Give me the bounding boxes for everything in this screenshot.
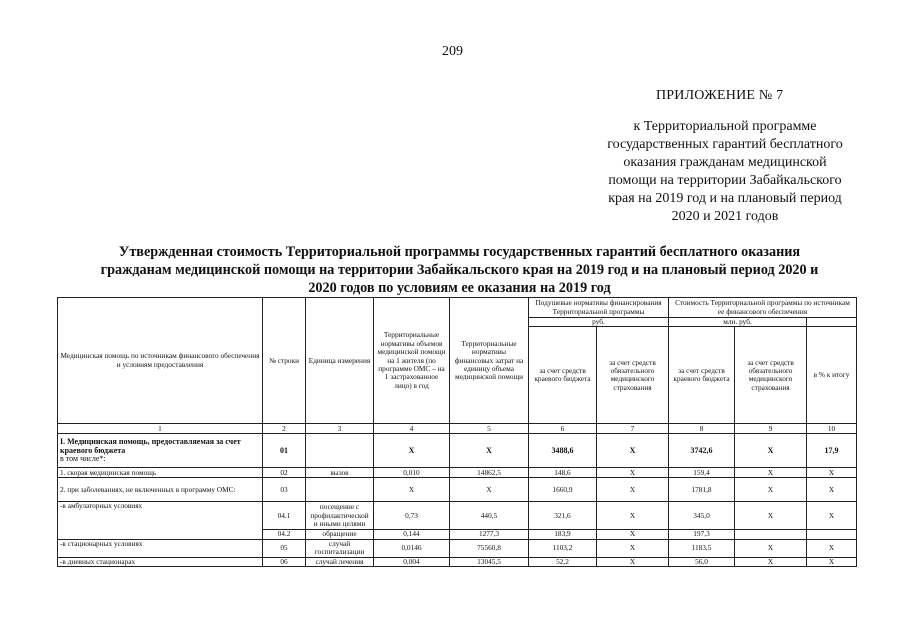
- row-budget-total: 345,0: [669, 502, 735, 530]
- row-oms-per-capita: X: [597, 530, 669, 539]
- row-budget-per-capita: 148,6: [529, 468, 597, 478]
- appendix-subtitle: [590, 118, 860, 226]
- row-budget-per-capita: 321,6: [529, 502, 597, 530]
- appendix-subtitle-line: оказания гражданам медицинской: [623, 155, 827, 170]
- row-budget-total: 159,4: [669, 468, 735, 478]
- header-volume-norms: Территориальные нормативы объемов медицинской помощи на 1 жителя (по программе ОМС – на 1 застрахованное лицо) в год: [374, 298, 450, 424]
- row-oms-per-capita: X: [597, 502, 669, 530]
- row-name: [58, 434, 263, 468]
- row-volume: X: [374, 434, 450, 468]
- row-unit: [306, 478, 374, 502]
- row-oms-total: X: [735, 557, 807, 566]
- row-percent: X: [807, 502, 857, 530]
- row-number: 05: [263, 539, 306, 557]
- row-number: 01: [263, 434, 306, 468]
- table-row: [58, 539, 857, 557]
- column-index: 7: [597, 424, 669, 434]
- row-budget-total: 3742,6: [669, 434, 735, 468]
- row-oms-total: X: [735, 502, 807, 530]
- row-volume: 0,010: [374, 468, 450, 478]
- row-number: 04.2: [263, 530, 306, 539]
- row-budget-per-capita: 1660,9: [529, 478, 597, 502]
- row-volume: X: [374, 478, 450, 502]
- row-oms-per-capita: X: [597, 539, 669, 557]
- row-percent: X: [807, 468, 857, 478]
- column-index: 9: [735, 424, 807, 434]
- appendix-subtitle-line: края на 2019 год и на плановый период: [608, 191, 842, 206]
- row-budget-total: 56,0: [669, 557, 735, 566]
- row-unit: случай лечения: [306, 557, 374, 566]
- document-title-line: Утвержденная стоимость Территориальной программы государственных гарантий бесплатного оказания: [118, 244, 801, 260]
- row-oms-total: X: [735, 478, 807, 502]
- table-row: [58, 478, 857, 502]
- row-name: 1. скорая медицинская помощь: [58, 468, 263, 478]
- row-percent: X: [807, 478, 857, 502]
- header-unit-rub: руб.: [529, 318, 669, 327]
- appendix-subtitle-line: государственных гарантий бесплатного: [607, 137, 843, 152]
- row-budget-total: 197,3: [669, 530, 735, 539]
- row-volume: 0,144: [374, 530, 450, 539]
- row-unit: [306, 434, 374, 468]
- row-percent: 17,9: [807, 434, 857, 468]
- row-cost: 14862,5: [450, 468, 529, 478]
- column-index: 5: [450, 424, 529, 434]
- table-row: [58, 502, 857, 530]
- row-name: -в стационарных условиях: [58, 539, 263, 557]
- row-budget-per-capita: 52,2: [529, 557, 597, 566]
- row-number: 03: [263, 478, 306, 502]
- row-cost: 440,5: [450, 502, 529, 530]
- appendix-title: ПРИЛОЖЕНИЕ № 7: [656, 88, 784, 103]
- row-cost: 75560,8: [450, 539, 529, 557]
- row-oms-total: X: [735, 468, 807, 478]
- header-empty-cell: [807, 318, 857, 327]
- header-medical-care: Медицинская помощь по источникам финансового обеспечения и условиям предоставления: [58, 298, 263, 424]
- row-number: 06: [263, 557, 306, 566]
- row-name-note: в том числе*:: [60, 454, 106, 464]
- header-unit-mln-rub: млн. руб.: [669, 318, 807, 327]
- column-index: 6: [529, 424, 597, 434]
- document-title-line: 2020 годов по условиям ее оказания на 2019 год: [308, 280, 611, 296]
- row-budget-per-capita: 183,9: [529, 530, 597, 539]
- row-cost: X: [450, 478, 529, 502]
- row-oms-per-capita: X: [597, 468, 669, 478]
- row-budget-total: 1183,5: [669, 539, 735, 557]
- header-regional-budget-cost: за счет средств краевого бюджета: [669, 327, 735, 424]
- column-index: 8: [669, 424, 735, 434]
- cost-table: [57, 297, 857, 567]
- row-percent: X: [807, 557, 857, 566]
- column-index: 4: [374, 424, 450, 434]
- column-index-row: [58, 424, 857, 434]
- row-name: -в дневных стационарах: [58, 557, 263, 566]
- header-unit: Единица измерения: [306, 298, 374, 424]
- column-index: 2: [263, 424, 306, 434]
- row-oms-per-capita: X: [597, 478, 669, 502]
- table-row: [58, 468, 857, 478]
- header-per-capita: Подушевые нормативы финансирования Территориальной программы: [529, 298, 669, 318]
- row-oms-per-capita: X: [597, 557, 669, 566]
- document-title-line: гражданам медицинской помощи на территории Забайкальского края на 2019 год и на плановый период 2020 и: [100, 262, 819, 278]
- header-oms-cost: за счет средств обязательного медицинского страхования: [735, 327, 807, 424]
- header-oms: за счет средств обязательного медицинского страхования: [597, 327, 669, 424]
- header-regional-budget: за счет средств краевого бюджета: [529, 327, 597, 424]
- header-row-number: № строки: [263, 298, 306, 424]
- row-unit: посещение с профилактической и иными целями: [306, 502, 374, 530]
- document-title: [62, 243, 857, 297]
- column-index: 10: [807, 424, 857, 434]
- appendix-subtitle-line: к Территориальной программе: [633, 119, 817, 134]
- row-budget-total: 1781,8: [669, 478, 735, 502]
- page-number: 209: [442, 44, 463, 59]
- row-budget-per-capita: 3488,6: [529, 434, 597, 468]
- row-percent: X: [807, 539, 857, 557]
- column-index: 3: [306, 424, 374, 434]
- row-number: 04.1: [263, 502, 306, 530]
- row-name: -в амбулаторных условиях: [58, 502, 263, 539]
- row-budget-per-capita: 1103,2: [529, 539, 597, 557]
- header-percent-total: в % к итогу: [807, 327, 857, 424]
- row-oms-total: [735, 530, 807, 539]
- appendix-subtitle-line: 2020 и 2021 годов: [671, 209, 779, 224]
- row-oms-total: X: [735, 539, 807, 557]
- row-cost: 1277,3: [450, 530, 529, 539]
- header-program-cost: Стоимость Территориальной программы по источникам ее финансового обеспечения: [669, 298, 857, 318]
- row-name-text: I. Медицинская помощь, предоставляемая за счет краевого бюджета: [60, 437, 241, 455]
- row-name: 2. при заболеваниях, не включенных в программу ОМС:: [58, 478, 263, 502]
- row-cost: X: [450, 434, 529, 468]
- row-volume: 0,004: [374, 557, 450, 566]
- appendix-subtitle-line: помощи на территории Забайкальского: [608, 173, 842, 188]
- header-cost-norms: Территориальные нормативы финансовых затрат на единицу объема медицинской помощи: [450, 298, 529, 424]
- table-row: [58, 557, 857, 566]
- column-index: 1: [58, 424, 263, 434]
- row-unit: обращение: [306, 530, 374, 539]
- row-cost: 13045,5: [450, 557, 529, 566]
- row-oms-total: X: [735, 434, 807, 468]
- row-volume: 0,73: [374, 502, 450, 530]
- row-unit: случай госпитализации: [306, 539, 374, 557]
- row-unit: вызов: [306, 468, 374, 478]
- row-oms-per-capita: X: [597, 434, 669, 468]
- row-percent: [807, 530, 857, 539]
- row-volume: 0,0146: [374, 539, 450, 557]
- table-row: [58, 434, 857, 468]
- row-number: 02: [263, 468, 306, 478]
